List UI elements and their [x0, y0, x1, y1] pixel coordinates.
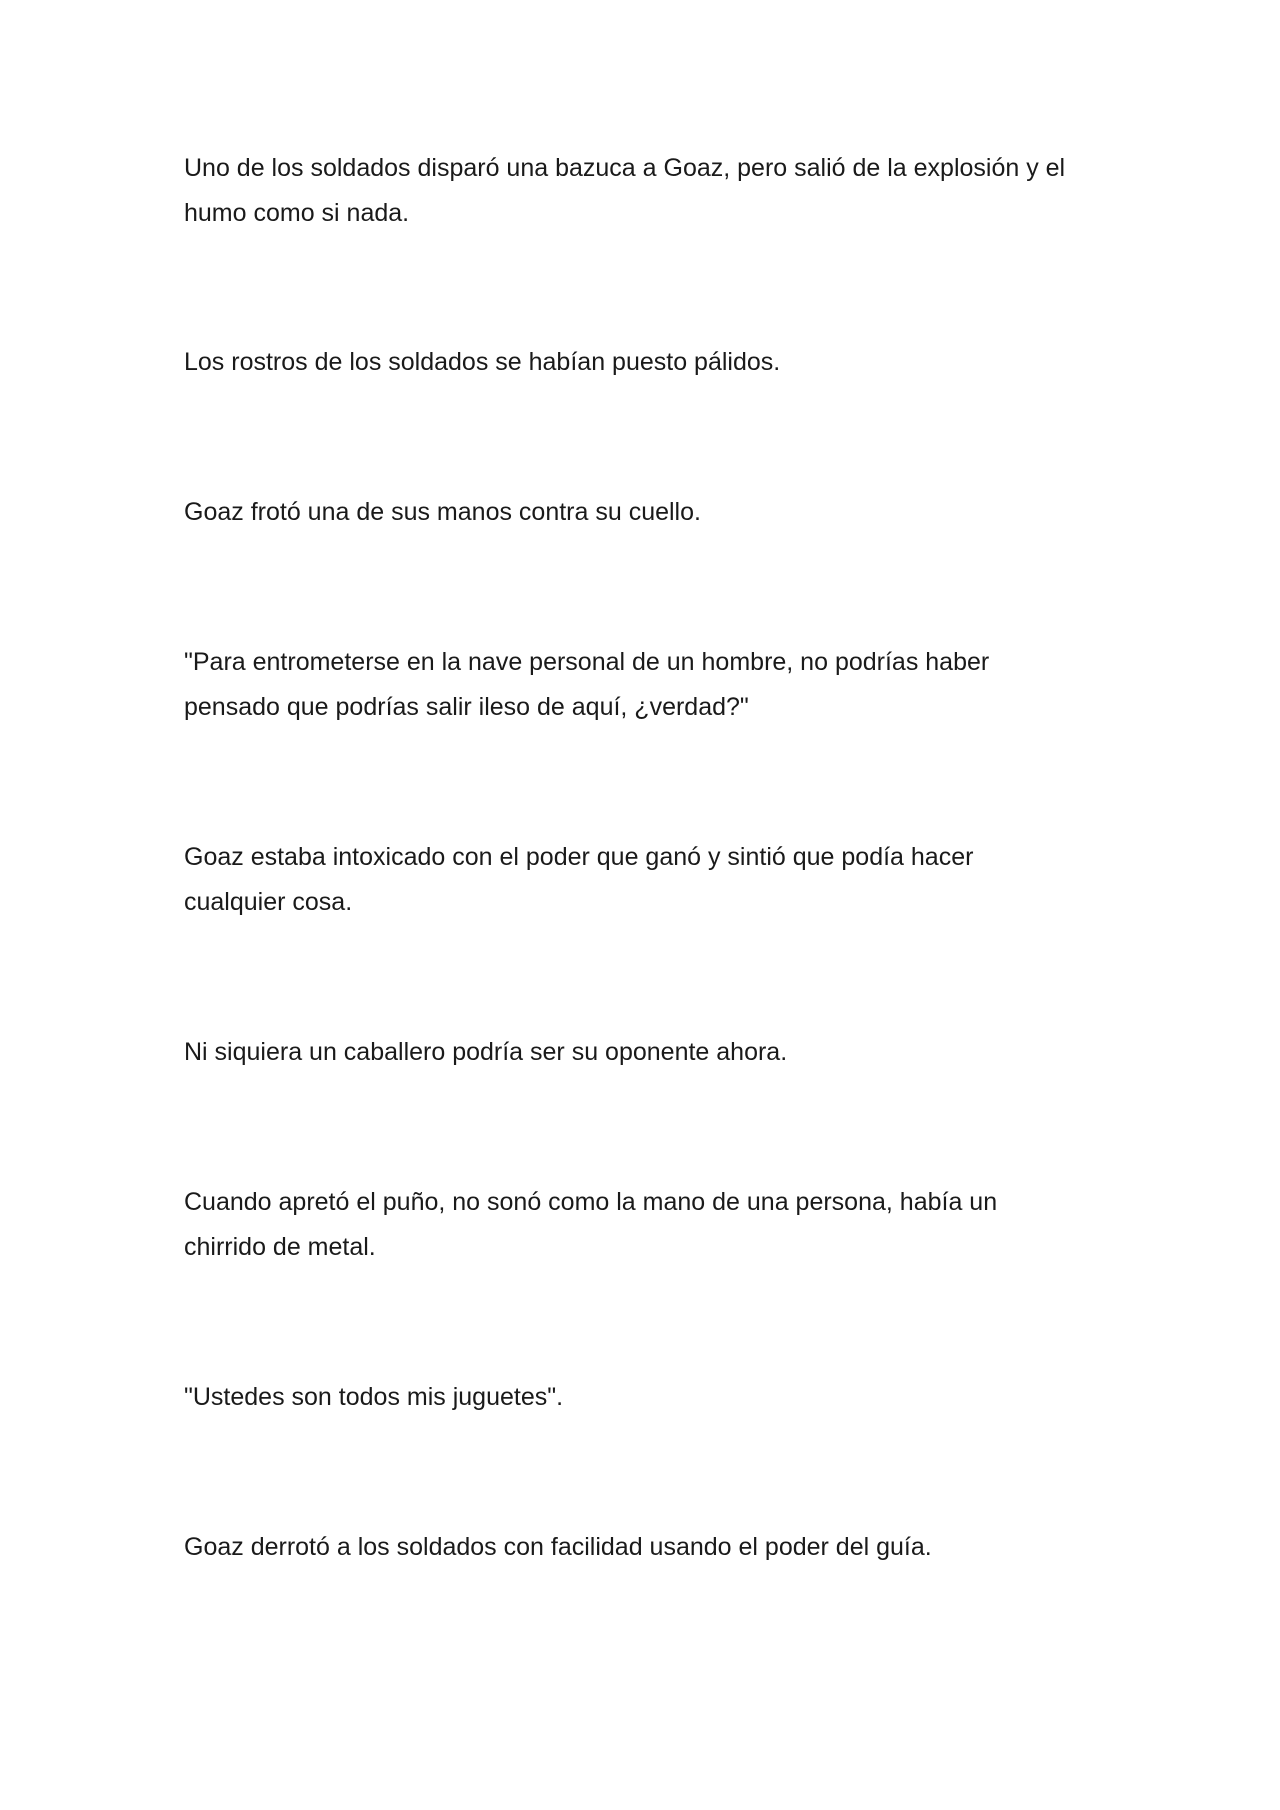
- paragraph-line: pensado que podrías salir ileso de aquí, ¿verdad?": [184, 693, 749, 721]
- paragraph-7: [184, 1180, 1114, 1270]
- paragraph-line: Ni siquiera un caballero podría ser su oponente ahora.: [184, 1038, 788, 1066]
- paragraph-line: humo como si nada.: [184, 199, 410, 227]
- paragraph-2: [184, 340, 1114, 385]
- paragraph-line: Los rostros de los soldados se habían puesto pálidos.: [184, 348, 781, 376]
- paragraph-line: Cuando apretó el puño, no sonó como la mano de una persona, había un: [184, 1188, 998, 1216]
- paragraph-4: [184, 640, 1114, 730]
- paragraph-3: [184, 490, 1114, 535]
- paragraph-line: Goaz frotó una de sus manos contra su cuello.: [184, 498, 701, 526]
- paragraph-line: cualquier cosa.: [184, 888, 353, 916]
- paragraph-line: chirrido de metal.: [184, 1233, 376, 1261]
- paragraph-9: [184, 1525, 1114, 1570]
- paragraph-line: Uno de los soldados disparó una bazuca a Goaz, pero salió de la explosión y el: [184, 154, 1066, 182]
- paragraph-line: "Para entrometerse en la nave personal de un hombre, no podrías haber: [184, 648, 990, 676]
- paragraph-5: [184, 835, 1114, 925]
- paragraph-line: "Ustedes son todos mis juguetes".: [184, 1383, 564, 1411]
- paragraph-line: Goaz derrotó a los soldados con facilidad usando el poder del guía.: [184, 1533, 932, 1561]
- paragraph-6: [184, 1030, 1114, 1075]
- paragraph-line: Goaz estaba intoxicado con el poder que ganó y sintió que podía hacer: [184, 843, 974, 871]
- paragraph-8: [184, 1375, 1114, 1420]
- paragraph-1: [184, 146, 1114, 236]
